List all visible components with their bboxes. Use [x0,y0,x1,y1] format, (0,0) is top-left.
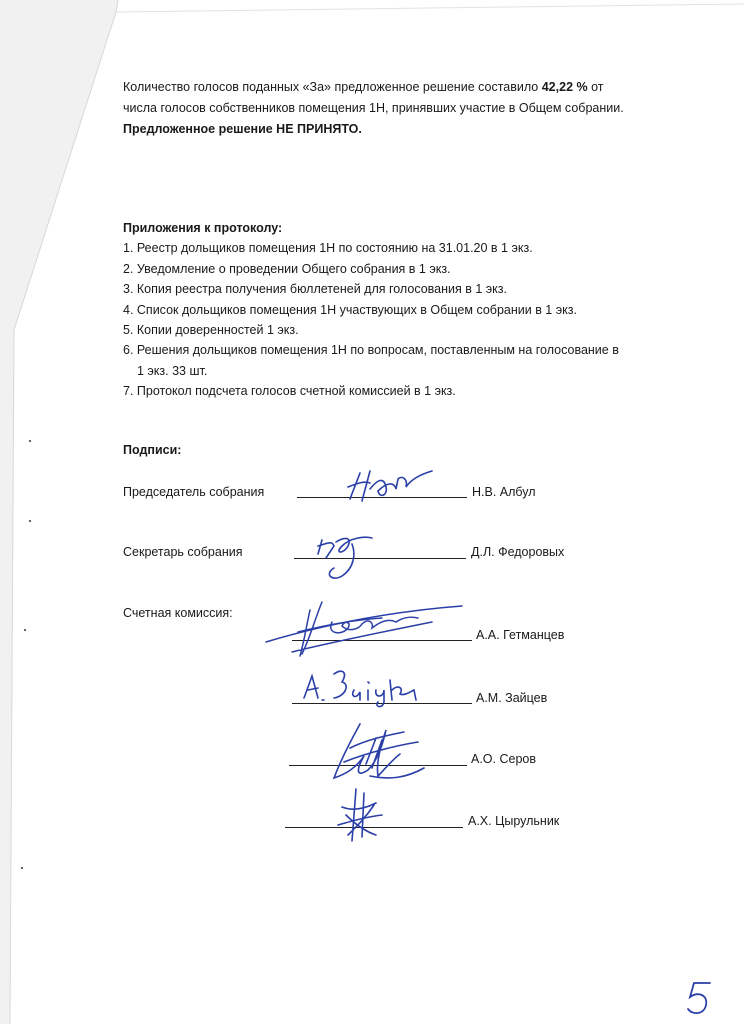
list-item: 6. Решения дольщиков помещения 1Н по вопросам, поставленным на голосование в [123,343,619,358]
list-item: 3. Копия реестра получения бюллетеней для голосования в 1 экз. [123,282,507,297]
list-item: 2. Уведомление о проведении Общего собрания в 1 экз. [123,261,451,276]
list-item: 7. Протокол подсчета голосов счетной комиссией в 1 экз. [123,384,456,399]
commission-label: Счетная комиссия: [123,606,233,620]
signature-line [297,497,467,498]
scan-speck [29,520,31,522]
list-item: 1. Реестр дольщиков помещения 1Н по состоянию на 31.01.20 в 1 экз. [123,241,533,256]
commission-signature-4 [330,785,390,845]
result-percent: 42,22 % [541,80,588,94]
signature-line [294,558,466,559]
list-item: 4. Список дольщиков помещения 1Н участвующих в Общем собрании в 1 экз. [123,302,577,317]
chairman-signature [340,465,440,505]
member-name: А.А. Гетманцев [476,628,565,642]
signature-line [292,640,472,641]
result-text-end: от [587,80,604,94]
chairman-label: Председатель собрания [123,485,265,499]
signatures-heading: Подписи: [123,443,182,457]
result-line-1 [123,77,683,98]
signature-line [285,827,463,828]
decision-text: Предложенное решение НЕ ПРИНЯТО. [123,122,362,136]
signature-line [289,765,467,766]
secretary-name: Д.Л. Федоровых [471,545,565,559]
appendix-section [123,218,683,402]
list-item: 5. Копии доверенностей 1 экз. [123,323,299,338]
member-name: А.О. Серов [471,752,537,766]
secretary-label: Секретарь собрания [123,545,243,559]
list-item: 1 экз. 33 шт. [137,363,208,378]
signature-line [292,703,472,704]
commission-signature-1 [262,592,472,662]
scan-speck [21,867,23,869]
appendix-heading: Приложения к протоколу: [123,221,283,235]
result-line-2: числа голосов собственников помещения 1Н, принявших участие в Общем собрании. [123,101,624,115]
scan-speck [24,629,26,631]
chairman-name: Н.В. Албул [472,485,536,499]
scan-speck [29,440,31,442]
commission-signature-3 [320,718,430,786]
page-number-handwritten [680,975,720,1020]
member-name: А.М. Зайцев [476,691,548,705]
voting-result-paragraph [123,77,683,140]
result-text: Количество голосов поданных «За» предложенное решение составило [123,80,542,94]
member-name: А.Х. Цырульник [468,814,560,828]
